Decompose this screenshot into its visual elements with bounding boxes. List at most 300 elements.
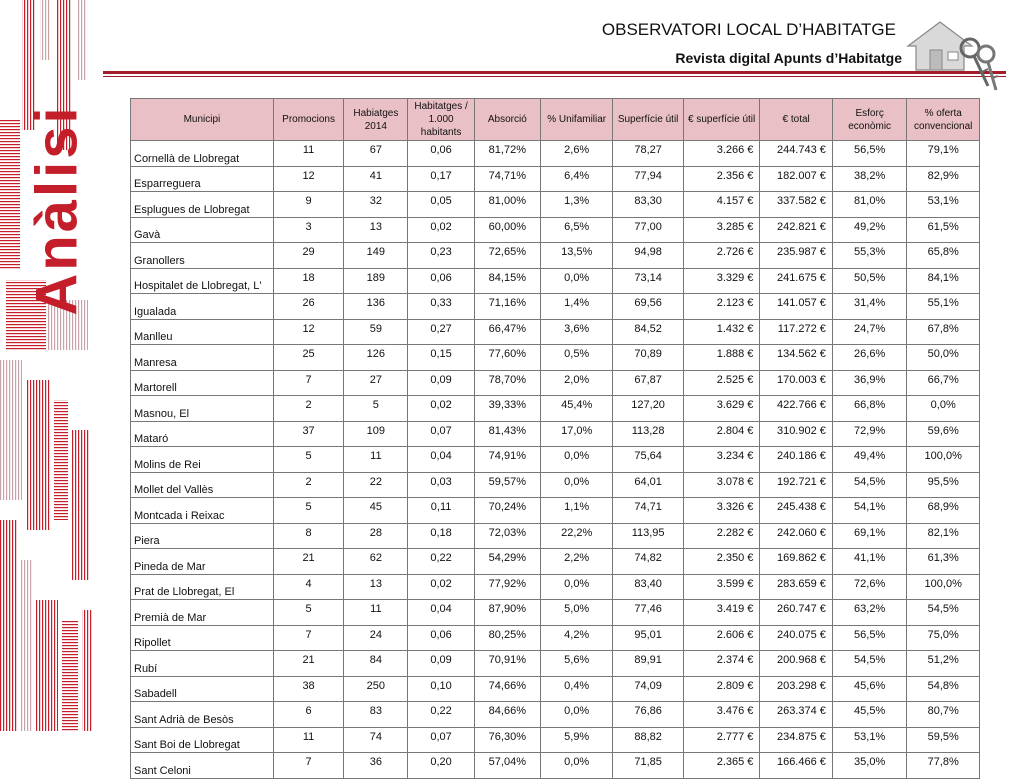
cell-promocions: 26	[273, 294, 343, 320]
table-row	[131, 574, 980, 600]
cell-habitatges: 149	[344, 243, 408, 269]
cell-habitatges-per-1000: 0,06	[408, 141, 474, 167]
cell-esforc: 38,2%	[832, 166, 907, 192]
cell-absorcio: 84,15%	[474, 268, 540, 294]
cell-promocions: 12	[273, 319, 343, 345]
cell-superficie: 75,64	[613, 447, 683, 473]
table-row	[131, 498, 980, 524]
cell-municipi: Manlleu	[131, 319, 274, 345]
cell-esforc: 54,5%	[832, 651, 907, 677]
cell-municipi: Pineda de Mar	[131, 549, 274, 575]
cell-euro-total: 170.003 €	[760, 370, 832, 396]
cell-unifamiliar: 22,2%	[540, 523, 612, 549]
table-row	[131, 243, 980, 269]
cell-euro-superficie: 4.157 €	[683, 192, 760, 218]
cell-superficie: 69,56	[613, 294, 683, 320]
cell-euro-total: 337.582 €	[760, 192, 832, 218]
cell-euro-total: 242.060 €	[760, 523, 832, 549]
cell-euro-total: 203.298 €	[760, 676, 832, 702]
cell-municipi: Cornellà de Llobregat	[131, 141, 274, 167]
cell-esforc: 66,8%	[832, 396, 907, 422]
cell-euro-superficie: 2.777 €	[683, 727, 760, 753]
cell-promocions: 38	[273, 676, 343, 702]
table-row	[131, 472, 980, 498]
header-euro-total: € total	[760, 99, 832, 141]
cell-absorcio: 59,57%	[474, 472, 540, 498]
cell-esforc: 56,5%	[832, 141, 907, 167]
cell-habitatges: 189	[344, 268, 408, 294]
cell-unifamiliar: 2,2%	[540, 549, 612, 575]
cell-oferta: 61,5%	[907, 217, 980, 243]
header-oferta-convencional: % oferta convencional	[907, 99, 980, 141]
cell-superficie: 113,28	[613, 421, 683, 447]
cell-euro-superficie: 3.326 €	[683, 498, 760, 524]
header-rule	[103, 71, 1006, 74]
cell-unifamiliar: 5,9%	[540, 727, 612, 753]
cell-oferta: 59,5%	[907, 727, 980, 753]
cell-esforc: 50,5%	[832, 268, 907, 294]
cell-euro-superficie: 3.599 €	[683, 574, 760, 600]
cell-unifamiliar: 0,0%	[540, 472, 612, 498]
cell-euro-superficie: 3.419 €	[683, 600, 760, 626]
cell-unifamiliar: 0,0%	[540, 753, 612, 779]
cell-promocions: 21	[273, 549, 343, 575]
header-rule-thin	[103, 76, 1006, 77]
cell-promocions: 5	[273, 498, 343, 524]
cell-oferta: 55,1%	[907, 294, 980, 320]
cell-superficie: 77,94	[613, 166, 683, 192]
cell-unifamiliar: 2,6%	[540, 141, 612, 167]
table-row	[131, 651, 980, 677]
cell-esforc: 45,6%	[832, 676, 907, 702]
cell-unifamiliar: 0,0%	[540, 574, 612, 600]
cell-superficie: 83,30	[613, 192, 683, 218]
table-row	[131, 676, 980, 702]
table-row	[131, 217, 980, 243]
cell-superficie: 84,52	[613, 319, 683, 345]
cell-habitatges: 11	[344, 447, 408, 473]
cell-promocions: 18	[273, 268, 343, 294]
cell-habitatges-per-1000: 0,02	[408, 217, 474, 243]
cell-absorcio: 74,71%	[474, 166, 540, 192]
cell-euro-superficie: 2.374 €	[683, 651, 760, 677]
cell-euro-superficie: 1.432 €	[683, 319, 760, 345]
cell-promocions: 6	[273, 702, 343, 728]
cell-superficie: 70,89	[613, 345, 683, 371]
cell-absorcio: 39,33%	[474, 396, 540, 422]
cell-superficie: 95,01	[613, 625, 683, 651]
cell-esforc: 54,1%	[832, 498, 907, 524]
cell-habitatges: 74	[344, 727, 408, 753]
cell-esforc: 56,5%	[832, 625, 907, 651]
table-row	[131, 268, 980, 294]
housing-data-table	[130, 98, 980, 779]
cell-municipi: Mataró	[131, 421, 274, 447]
cell-habitatges: 126	[344, 345, 408, 371]
cell-absorcio: 71,16%	[474, 294, 540, 320]
cell-promocions: 5	[273, 447, 343, 473]
cell-promocions: 9	[273, 192, 343, 218]
cell-euro-total: 134.562 €	[760, 345, 832, 371]
cell-habitatges: 109	[344, 421, 408, 447]
cell-superficie: 67,87	[613, 370, 683, 396]
cell-superficie: 89,91	[613, 651, 683, 677]
cell-habitatges: 62	[344, 549, 408, 575]
cell-unifamiliar: 1,3%	[540, 192, 612, 218]
cell-absorcio: 70,24%	[474, 498, 540, 524]
cell-oferta: 54,5%	[907, 600, 980, 626]
cell-absorcio: 76,30%	[474, 727, 540, 753]
section-vertical-title: Anàlisi	[24, 104, 90, 316]
cell-esforc: 69,1%	[832, 523, 907, 549]
cell-promocions: 11	[273, 727, 343, 753]
cell-euro-superficie: 3.629 €	[683, 396, 760, 422]
cell-esforc: 81,0%	[832, 192, 907, 218]
cell-habitatges: 28	[344, 523, 408, 549]
cell-municipi: Premià de Mar	[131, 600, 274, 626]
cell-absorcio: 54,29%	[474, 549, 540, 575]
cell-oferta: 80,7%	[907, 702, 980, 728]
cell-habitatges-per-1000: 0,27	[408, 319, 474, 345]
cell-oferta: 84,1%	[907, 268, 980, 294]
cell-euro-superficie: 2.365 €	[683, 753, 760, 779]
cell-esforc: 49,2%	[832, 217, 907, 243]
cell-promocions: 12	[273, 166, 343, 192]
cell-absorcio: 77,60%	[474, 345, 540, 371]
cell-habitatges-per-1000: 0,07	[408, 421, 474, 447]
cell-euro-total: 240.075 €	[760, 625, 832, 651]
cell-euro-total: 245.438 €	[760, 498, 832, 524]
header-municipi: Municipi	[131, 99, 274, 141]
cell-habitatges: 250	[344, 676, 408, 702]
cell-habitatges: 83	[344, 702, 408, 728]
cell-oferta: 50,0%	[907, 345, 980, 371]
cell-municipi: Ripollet	[131, 625, 274, 651]
cell-superficie: 71,85	[613, 753, 683, 779]
cell-superficie: 77,46	[613, 600, 683, 626]
cell-euro-total: 200.968 €	[760, 651, 832, 677]
cell-habitatges: 136	[344, 294, 408, 320]
cell-habitatges-per-1000: 0,23	[408, 243, 474, 269]
cell-esforc: 31,4%	[832, 294, 907, 320]
cell-oferta: 68,9%	[907, 498, 980, 524]
cell-oferta: 95,5%	[907, 472, 980, 498]
cell-promocions: 5	[273, 600, 343, 626]
table-row	[131, 319, 980, 345]
cell-euro-total: 182.007 €	[760, 166, 832, 192]
cell-superficie: 78,27	[613, 141, 683, 167]
cell-superficie: 73,14	[613, 268, 683, 294]
table-row	[131, 294, 980, 320]
cell-esforc: 72,6%	[832, 574, 907, 600]
table-row	[131, 625, 980, 651]
cell-unifamiliar: 0,0%	[540, 702, 612, 728]
cell-unifamiliar: 1,4%	[540, 294, 612, 320]
cell-unifamiliar: 45,4%	[540, 396, 612, 422]
cell-esforc: 49,4%	[832, 447, 907, 473]
cell-habitatges: 84	[344, 651, 408, 677]
cell-euro-superficie: 2.606 €	[683, 625, 760, 651]
cell-euro-superficie: 2.809 €	[683, 676, 760, 702]
cell-absorcio: 70,91%	[474, 651, 540, 677]
table-row	[131, 421, 980, 447]
cell-municipi: Esparreguera	[131, 166, 274, 192]
cell-oferta: 82,9%	[907, 166, 980, 192]
cell-oferta: 79,1%	[907, 141, 980, 167]
cell-promocions: 7	[273, 753, 343, 779]
cell-absorcio: 81,72%	[474, 141, 540, 167]
cell-esforc: 72,9%	[832, 421, 907, 447]
header-euro-superficie: € superfície útil	[683, 99, 760, 141]
cell-habitatges: 11	[344, 600, 408, 626]
cell-absorcio: 72,03%	[474, 523, 540, 549]
cell-promocions: 21	[273, 651, 343, 677]
table-row	[131, 523, 980, 549]
cell-euro-total: 166.466 €	[760, 753, 832, 779]
cell-oferta: 82,1%	[907, 523, 980, 549]
cell-habitatges-per-1000: 0,10	[408, 676, 474, 702]
cell-unifamiliar: 6,4%	[540, 166, 612, 192]
cell-euro-superficie: 3.329 €	[683, 268, 760, 294]
cell-esforc: 41,1%	[832, 549, 907, 575]
cell-superficie: 113,95	[613, 523, 683, 549]
cell-absorcio: 87,90%	[474, 600, 540, 626]
cell-habitatges-per-1000: 0,15	[408, 345, 474, 371]
cell-habitatges: 22	[344, 472, 408, 498]
header-unifamiliar: % Unifamiliar	[540, 99, 612, 141]
cell-euro-superficie: 3.266 €	[683, 141, 760, 167]
cell-promocions: 2	[273, 472, 343, 498]
cell-esforc: 35,0%	[832, 753, 907, 779]
cell-absorcio: 57,04%	[474, 753, 540, 779]
cell-municipi: Sabadell	[131, 676, 274, 702]
cell-municipi: Igualada	[131, 294, 274, 320]
cell-oferta: 59,6%	[907, 421, 980, 447]
cell-euro-total: 141.057 €	[760, 294, 832, 320]
cell-euro-superficie: 2.356 €	[683, 166, 760, 192]
cell-euro-total: 234.875 €	[760, 727, 832, 753]
cell-oferta: 66,7%	[907, 370, 980, 396]
cell-habitatges: 24	[344, 625, 408, 651]
cell-habitatges-per-1000: 0,11	[408, 498, 474, 524]
cell-habitatges-per-1000: 0,06	[408, 625, 474, 651]
table-row	[131, 345, 980, 371]
cell-habitatges: 32	[344, 192, 408, 218]
cell-absorcio: 80,25%	[474, 625, 540, 651]
cell-oferta: 77,8%	[907, 753, 980, 779]
cell-municipi: Molins de Rei	[131, 447, 274, 473]
table-row	[131, 447, 980, 473]
cell-unifamiliar: 6,5%	[540, 217, 612, 243]
cell-superficie: 74,71	[613, 498, 683, 524]
cell-oferta: 100,0%	[907, 574, 980, 600]
cell-unifamiliar: 17,0%	[540, 421, 612, 447]
cell-unifamiliar: 0,0%	[540, 447, 612, 473]
cell-euro-total: 240.186 €	[760, 447, 832, 473]
cell-euro-total: 241.675 €	[760, 268, 832, 294]
cell-euro-superficie: 3.285 €	[683, 217, 760, 243]
cell-euro-superficie: 2.804 €	[683, 421, 760, 447]
cell-habitatges: 36	[344, 753, 408, 779]
cell-superficie: 83,40	[613, 574, 683, 600]
cell-oferta: 54,8%	[907, 676, 980, 702]
cell-euro-superficie: 2.123 €	[683, 294, 760, 320]
header-superficie-util: Superfície útil	[613, 99, 683, 141]
table-row	[131, 396, 980, 422]
page-subtitle: Revista digital Apunts d’Habitatge	[675, 50, 902, 66]
cell-unifamiliar: 5,0%	[540, 600, 612, 626]
table-row	[131, 753, 980, 779]
cell-unifamiliar: 0,4%	[540, 676, 612, 702]
cell-oferta: 0,0%	[907, 396, 980, 422]
cell-euro-total: 169.862 €	[760, 549, 832, 575]
cell-euro-superficie: 1.888 €	[683, 345, 760, 371]
cell-superficie: 127,20	[613, 396, 683, 422]
cell-promocions: 37	[273, 421, 343, 447]
cell-oferta: 51,2%	[907, 651, 980, 677]
cell-euro-superficie: 2.282 €	[683, 523, 760, 549]
cell-habitatges-per-1000: 0,18	[408, 523, 474, 549]
cell-esforc: 36,9%	[832, 370, 907, 396]
cell-habitatges: 13	[344, 217, 408, 243]
cell-habitatges: 27	[344, 370, 408, 396]
cell-unifamiliar: 0,0%	[540, 268, 612, 294]
cell-municipi: Gavà	[131, 217, 274, 243]
cell-esforc: 53,1%	[832, 727, 907, 753]
table-row	[131, 141, 980, 167]
cell-habitatges-per-1000: 0,07	[408, 727, 474, 753]
cell-euro-superficie: 3.078 €	[683, 472, 760, 498]
cell-euro-total: 263.374 €	[760, 702, 832, 728]
header-habitatges-per-1000: Habitatges / 1.000 habitants	[408, 99, 474, 141]
cell-esforc: 63,2%	[832, 600, 907, 626]
cell-oferta: 53,1%	[907, 192, 980, 218]
cell-municipi: Piera	[131, 523, 274, 549]
cell-habitatges: 67	[344, 141, 408, 167]
cell-superficie: 77,00	[613, 217, 683, 243]
cell-promocions: 3	[273, 217, 343, 243]
cell-superficie: 64,01	[613, 472, 683, 498]
cell-promocions: 2	[273, 396, 343, 422]
cell-oferta: 65,8%	[907, 243, 980, 269]
cell-unifamiliar: 5,6%	[540, 651, 612, 677]
cell-habitatges-per-1000: 0,17	[408, 166, 474, 192]
cell-euro-superficie: 3.476 €	[683, 702, 760, 728]
cell-habitatges-per-1000: 0,22	[408, 549, 474, 575]
cell-habitatges-per-1000: 0,22	[408, 702, 474, 728]
cell-habitatges: 59	[344, 319, 408, 345]
header-absorcio: Absorció	[474, 99, 540, 141]
cell-absorcio: 81,43%	[474, 421, 540, 447]
header-promocions: Promocions	[273, 99, 343, 141]
cell-municipi: Manresa	[131, 345, 274, 371]
cell-municipi: Sant Boi de Llobregat	[131, 727, 274, 753]
cell-habitatges-per-1000: 0,20	[408, 753, 474, 779]
cell-habitatges-per-1000: 0,33	[408, 294, 474, 320]
cell-habitatges-per-1000: 0,05	[408, 192, 474, 218]
cell-habitatges: 45	[344, 498, 408, 524]
cell-habitatges: 41	[344, 166, 408, 192]
cell-unifamiliar: 4,2%	[540, 625, 612, 651]
cell-euro-superficie: 2.525 €	[683, 370, 760, 396]
cell-superficie: 76,86	[613, 702, 683, 728]
cell-oferta: 67,8%	[907, 319, 980, 345]
cell-habitatges-per-1000: 0,09	[408, 651, 474, 677]
house-keys-icon	[900, 14, 1005, 94]
cell-euro-superficie: 2.726 €	[683, 243, 760, 269]
cell-euro-superficie: 3.234 €	[683, 447, 760, 473]
cell-euro-total: 242.821 €	[760, 217, 832, 243]
cell-absorcio: 81,00%	[474, 192, 540, 218]
cell-habitatges: 13	[344, 574, 408, 600]
cell-promocions: 8	[273, 523, 343, 549]
cell-habitatges-per-1000: 0,04	[408, 447, 474, 473]
cell-habitatges: 5	[344, 396, 408, 422]
cell-municipi: Rubí	[131, 651, 274, 677]
cell-promocions: 4	[273, 574, 343, 600]
cell-absorcio: 72,65%	[474, 243, 540, 269]
cell-unifamiliar: 3,6%	[540, 319, 612, 345]
cell-municipi: Esplugues de Llobregat	[131, 192, 274, 218]
cell-oferta: 61,3%	[907, 549, 980, 575]
cell-euro-total: 422.766 €	[760, 396, 832, 422]
cell-euro-superficie: 2.350 €	[683, 549, 760, 575]
cell-esforc: 54,5%	[832, 472, 907, 498]
cell-unifamiliar: 0,5%	[540, 345, 612, 371]
cell-absorcio: 84,66%	[474, 702, 540, 728]
cell-euro-total: 310.902 €	[760, 421, 832, 447]
cell-municipi: Prat de Llobregat, El	[131, 574, 274, 600]
cell-euro-total: 117.272 €	[760, 319, 832, 345]
header-esforc-economic: Esforç econòmic	[832, 99, 907, 141]
cell-habitatges-per-1000: 0,06	[408, 268, 474, 294]
cell-habitatges-per-1000: 0,03	[408, 472, 474, 498]
cell-superficie: 88,82	[613, 727, 683, 753]
cell-superficie: 74,09	[613, 676, 683, 702]
cell-superficie: 94,98	[613, 243, 683, 269]
cell-unifamiliar: 1,1%	[540, 498, 612, 524]
cell-municipi: Sant Celoni	[131, 753, 274, 779]
cell-esforc: 26,6%	[832, 345, 907, 371]
cell-unifamiliar: 2,0%	[540, 370, 612, 396]
cell-municipi: Martorell	[131, 370, 274, 396]
table-row	[131, 166, 980, 192]
cell-euro-total: 235.987 €	[760, 243, 832, 269]
table-row	[131, 192, 980, 218]
table-row	[131, 702, 980, 728]
cell-municipi: Masnou, El	[131, 396, 274, 422]
table-header-row	[131, 99, 980, 141]
cell-municipi: Mollet del Vallès	[131, 472, 274, 498]
cell-esforc: 24,7%	[832, 319, 907, 345]
cell-euro-total: 260.747 €	[760, 600, 832, 626]
cell-esforc: 55,3%	[832, 243, 907, 269]
cell-promocions: 25	[273, 345, 343, 371]
cell-promocions: 29	[273, 243, 343, 269]
cell-municipi: Sant Adrià de Besòs	[131, 702, 274, 728]
cell-euro-total: 244.743 €	[760, 141, 832, 167]
cell-habitatges-per-1000: 0,04	[408, 600, 474, 626]
cell-esforc: 45,5%	[832, 702, 907, 728]
cell-absorcio: 78,70%	[474, 370, 540, 396]
cell-oferta: 100,0%	[907, 447, 980, 473]
header-habitatges-2014: Habiatges 2014	[344, 99, 408, 141]
cell-absorcio: 74,66%	[474, 676, 540, 702]
cell-absorcio: 77,92%	[474, 574, 540, 600]
cell-euro-total: 283.659 €	[760, 574, 832, 600]
table-row	[131, 370, 980, 396]
cell-superficie: 74,82	[613, 549, 683, 575]
